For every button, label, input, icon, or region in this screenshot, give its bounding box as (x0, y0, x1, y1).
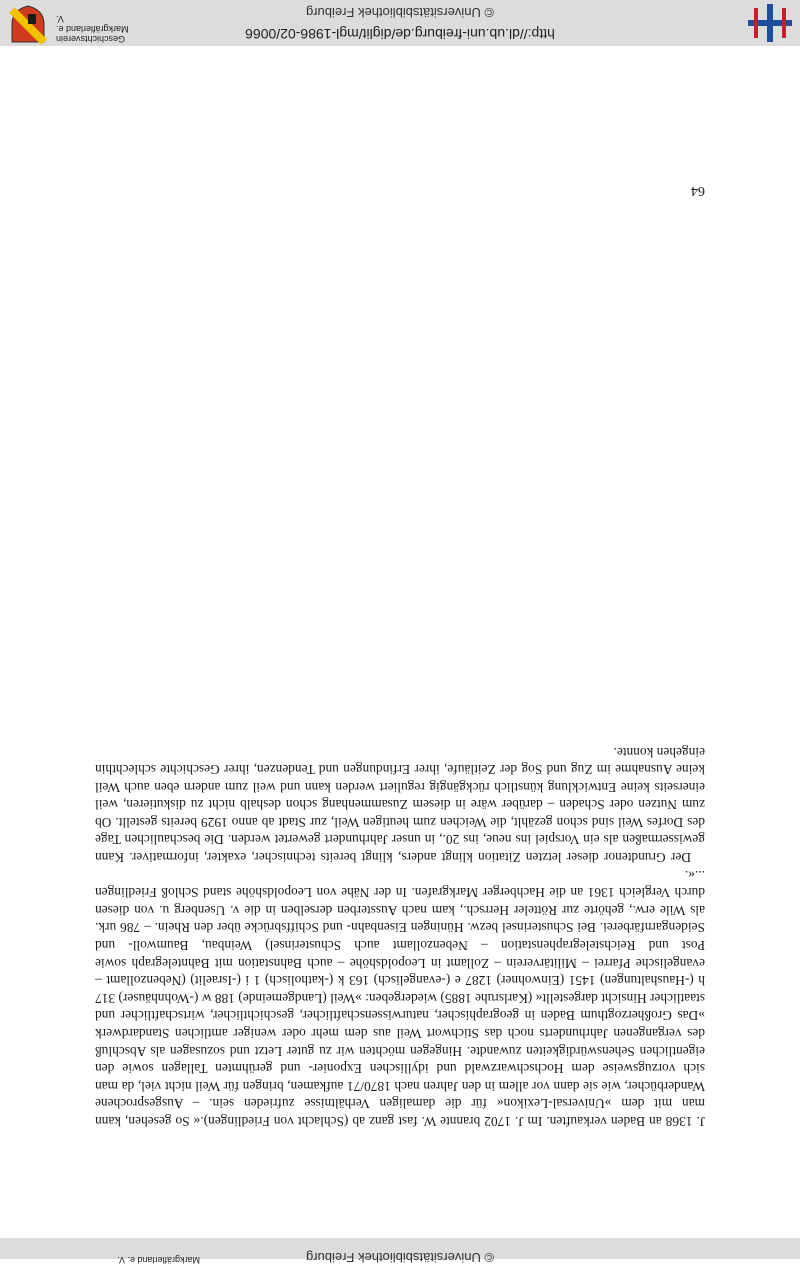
paragraph: J. 1368 an Baden verkauften. Im J. 1702 brannte W. fast ganz ab (Schlacht von Friedlingen).« So gesehen, kann man mit dem »Universal-Lexikon« für die damaligen Verhältnisse zufrieden sein. – Ausgesprochene Wanderbücher, wie sie dann vor allem in den Jahren nach 1870/71 aufkamen, bringen für Weil nicht viel, da man sich vorzugsweise dem Hochschwarzwald und idyllischen Exponier- und gerühmten Tallagen sowie den eigentlichen Sehenswürdigkeiten zuwandte. Hingegen möchten wir zu guter Letzt und sozusagen als Abschluß des vergangenen Jahrhunderts noch das Stichwort Weil aus dem mehr oder weniger amtlichen Standardwerk »Das Großherzogthum Baden in geographischer, naturwissenschaftlicher, geschichtlicher, wirtschaftlicher und staatlicher Hinsicht dargestellt« (Karlsruhe 1885) wiedergeben: »Weil (Landgemeinde) 188 w (-Wohnhäuser) 317 h (-Haushaltungen) 1451 (Einwohner) 1287 e (-evangelisch) 163 k (-katholisch) 1 i (-Israelit) (Nebenzollamt – evangelische Pfarrei – Militärverein – Zollamt in Leopoldshöhe – auch Bahnstation mit Bahntelegraph sowie Post und Reichstelegraphenstation – Nebenzollamt auch Schusterinsel) Weinbau, Baumwoll- und Seidengarnfärberei. Bei Schusterinsel bezw. Hüningen Eisenbahn- und Schiffsbrücke über den Rhein. – 786 urk. als Wile erw., gehörte zur Rötteler Herrsch., kam nach Aussterben derselben in die v. Usenberg u. von diesen durch Vergleich 1361 an die Hachberger Markgrafen. In der Nähe von Leopoldshöhe stand Schloß Friedlingen ...«. (95, 867, 705, 1129)
society-crest-icon (8, 4, 48, 44)
viewer-header (0, 0, 800, 46)
document-page (95, 170, 705, 1190)
page-number: 64 (691, 183, 705, 198)
society-name: Geschichtsverein Markgräflerland e. V. (56, 14, 129, 44)
ub-logo-icon (748, 4, 792, 42)
footer-society: Markgräflerland e. V. (117, 1255, 200, 1265)
body-text (95, 743, 705, 1130)
library-credit: © Universitätsbibliothek Freiburg (305, 5, 495, 20)
paragraph: Der Grundtenor dieser letzten Zitation klingt anders, klingt bereits technischer, exakter, informativer. Kann gewissermaßen als ein Vorspiel ins neue, ins 20., in unser Jahrhundert gewertet werden. Die beschaulichen Tage des Dorfes Weil sind schon gezählt, die Weichen zum heutigen Weil, zur Stadt ab anno 1929 bereits gestellt. Ob zum Nutzen oder Schaden – darüber wäre in diesem Zusammenhang schon deshalb nicht zu diskutieren, weil einerseits keine Entwicklung künstlich rückgängig reguliert werden kann und weil zum andern eben auch Weil keine Ausnahme im Zug und Sog der Zeitläufe, ihrer Erfindungen und Tendenzen, ihrer Geschichte schlechthin eingehen konnte. (95, 744, 705, 866)
viewer-footer (0, 1238, 800, 1265)
footer-credit: © Universitätsbibliothek Freiburg (305, 1250, 495, 1265)
document-url[interactable]: http://dl.ub.uni-freiburg.de/diglit/mgl-1986-02/0066 (245, 26, 555, 42)
